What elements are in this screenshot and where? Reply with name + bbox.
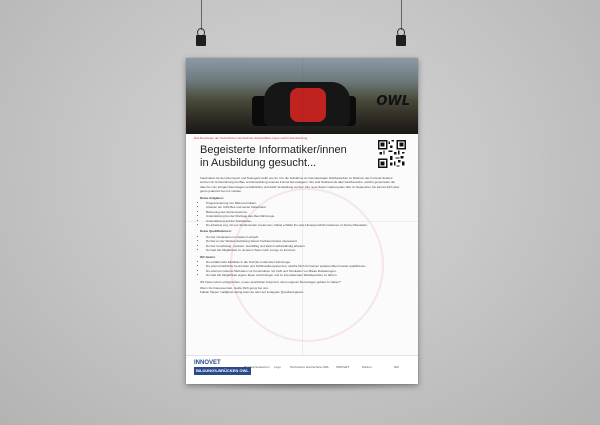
poster-footer [186, 355, 418, 384]
list-item: • Programmierung von Mikrocontrollern. [206, 201, 400, 205]
binder-clip-left [196, 28, 206, 46]
list-item: • Unterstützung auf der Teststrecke. [206, 219, 400, 223]
list-item: • Du hast die Möglichkeit eigene Ideen einzubringen und zu internationaler Wettbewerben zu fahren. [206, 273, 400, 277]
sponsor-logo: bbb [394, 365, 400, 369]
sponsor-logo: INNOVET [336, 365, 350, 369]
contact-line-2: Fabian Tapper mail@owl-racing-team.de oder auf Instagram @owlracingteam. [200, 290, 305, 295]
list-item: • Du bist an der Weiterentwicklung Deiner Fachkenntnisse interessiert. [206, 239, 400, 243]
headline-line-1: Begeisterte Informatiker/innen [200, 144, 347, 156]
sponsor-logo: Technische Hochschule OWL [290, 365, 330, 369]
sponsor-logo: Bundesministerium [244, 365, 270, 369]
list-item: • Betreuung des Sensorsystems. [206, 210, 400, 214]
closing-text: Wir bieten einen erfolgreichen, neuen sportlichen Anspruch, einen eigenen Rennwagen gebaut zu haben? [200, 279, 341, 284]
intro-paragraph: Faszination für den Rennsport und Teamgeist treibt uns an. Für die Teilnahme an internationalen Wettbewerben im Rahmen der Formula Student suchen wir Unterstützung bei Bau und Entwicklung unseres Formel-Rennwagens. Wir sind Studierende aller Fachbereiche, welche gemeinsam die Idee bis zum fertigen Rennwagen verwirklichen und dafür Verstärkung suchen. Die neue Saison startet jedes Jahr im September, Du kannst Dich aber gerne jederzeit bei uns melden. [200, 176, 400, 194]
list-item: • Du erlernst fachliche Kenntnisse und Schlüsselkompetenzen, welche Dich für Deinen späteren Beruf weiter qualifizieren. [206, 264, 400, 268]
poster-body [200, 176, 400, 297]
sponsor-logo: Partner [362, 365, 372, 369]
list-item: • Du bist mindestens im zweiten Lehrjahr. [206, 235, 400, 239]
sponsor-logo: Logo [274, 365, 281, 369]
offers-list [200, 260, 400, 278]
tasks-list [200, 201, 400, 227]
poster [186, 58, 418, 384]
qualifications-heading: Deine Qualifikationen: [200, 229, 232, 234]
list-item: • Unterstützung bei der Montage des Rennfahrzeugs. [206, 214, 400, 218]
list-item: • Du bist zuverlässig, motiviert, teamfähig und kannst selbstständig arbeiten. [206, 244, 400, 248]
photo-caption: Das Rennteam der Technischen Hochschule Ostwestfalen-Lippe sucht Unterstützung. [194, 136, 309, 140]
owl-logo: OWL [376, 94, 410, 109]
qr-code-icon [378, 140, 406, 168]
contact-line-1: Wenn Du Interesse hast, melde Dich gerne bei uns: [200, 285, 269, 290]
binder-clip-right [396, 28, 406, 46]
list-item: • Du erhältst tiefe Einblicke in die Technik modernster Fahrzeuge. [206, 260, 400, 264]
headline-line-2: in Ausbildung gesucht... [200, 157, 317, 169]
hanging-wire-right [401, 0, 402, 30]
poster-headline [200, 144, 370, 170]
list-item: • Du erlernst moderne Methoden zur Konstruktion mit CAD und Simulation von Baute ilbelastungen. [206, 269, 400, 273]
innovet-logo: INNOVET BILDUNGS-BRÜCKEN OWL [194, 360, 249, 373]
qualifications-list [200, 235, 400, 253]
offers-heading: Wir bieten: [200, 254, 216, 259]
list-item: • Du arbeitest eng mit uns Studierenden zusammen. Dabei erhältst Du viele Hintergrundinformationen zu Deinen Bauteilen. [206, 223, 400, 227]
list-item: • Arbeiten am CAN-Bus und seiner Datenbank. [206, 205, 400, 209]
poster-shadow [190, 384, 416, 392]
tasks-heading: Deine Aufgaben: [200, 195, 224, 200]
hanging-wire-left [201, 0, 202, 30]
list-item: • Du hast die Möglichkeit zu unserem Team nach Lemgo zu kommen. [206, 248, 400, 252]
